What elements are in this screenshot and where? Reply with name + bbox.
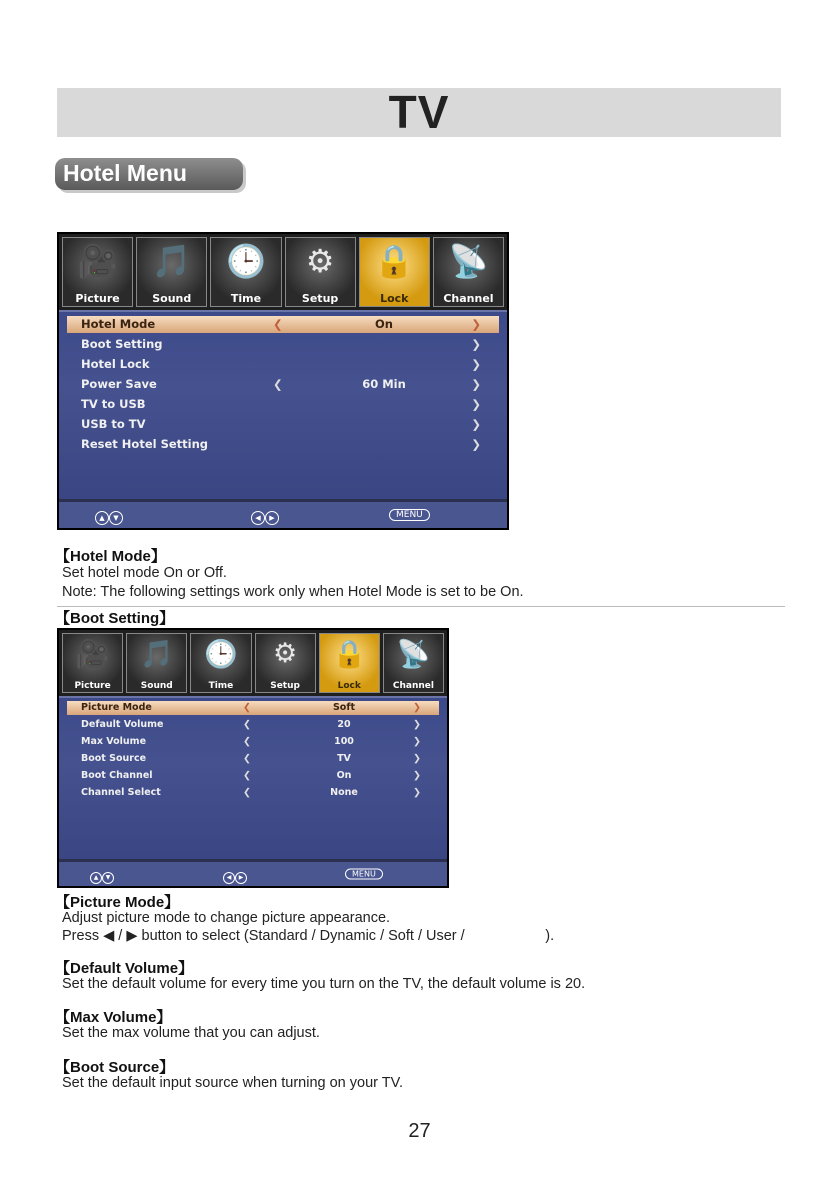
tab-label: Channel [392,681,434,691]
satellite-dish-icon: 📡 [448,243,489,279]
menu-row-label: Picture Mode [81,702,152,713]
left-arrow-icon[interactable]: ❮ [243,702,251,713]
tab-label: Picture [74,681,111,691]
lock-icon: 🔒 [374,243,415,279]
tab-lock[interactable] [319,633,380,693]
menu-row[interactable] [67,701,439,715]
tab-lock[interactable] [359,237,430,307]
up-button-icon: ▲ [90,872,102,884]
section-title: Hotel Menu [63,160,187,186]
tab-label: Sound [152,292,192,305]
menu-row[interactable] [67,416,499,433]
menu-row-label: Power Save [81,377,157,391]
tab-sound[interactable] [126,633,187,693]
tab-label: Sound [140,681,173,691]
tab-picture[interactable] [62,237,133,307]
boot-setting-screen [57,628,449,888]
picture-mode-desc-1: Adjust picture mode to change picture appearance. [62,910,391,926]
menu-panel [59,310,507,502]
right-arrow-icon[interactable]: ❯ [471,417,481,431]
menu-button-label: MENU [389,509,430,521]
nav-hint-bar [59,499,507,528]
hotel-mode-desc-1: Set hotel mode On or Off. [62,565,227,581]
right-button-icon: ▶ [235,872,247,884]
boot-source-heading: 【Boot Source】 [55,1059,175,1076]
right-arrow-icon[interactable]: ❯ [413,702,421,713]
menu-panel [59,696,447,862]
menu-row-label: USB to TV [81,417,146,431]
tab-label: Time [208,681,234,691]
menu-row-value: On [336,770,352,781]
right-arrow-icon[interactable]: ❯ [413,787,421,798]
right-arrow-icon[interactable]: ❯ [413,719,421,730]
right-arrow-icon[interactable]: ❯ [471,377,481,391]
picture-mode-heading: 【Picture Mode】 [55,894,180,911]
menu-row[interactable] [67,786,439,800]
down-button-icon: ▼ [109,511,123,525]
max-volume-heading: 【Max Volume】 [55,1009,172,1026]
menu-row-label: Default Volume [81,719,164,730]
menu-tab-bar [59,234,507,310]
left-arrow-icon[interactable]: ❮ [243,787,251,798]
tab-setup[interactable] [255,633,316,693]
tab-time[interactable] [190,633,251,693]
boot-setting-heading: 【Boot Setting】 [55,610,175,627]
menu-row[interactable] [67,396,499,413]
menu-row[interactable] [67,316,499,333]
menu-row[interactable] [67,752,439,766]
menu-row[interactable] [67,376,499,393]
page-header-banner [57,88,781,137]
left-arrow-icon[interactable]: ❮ [273,317,283,331]
menu-row-value: Soft [332,702,356,713]
menu-row[interactable] [67,735,439,749]
tab-label: Picture [75,292,120,305]
menu-row[interactable] [67,436,499,453]
default-volume-desc: Set the default volume for every time you turn on the TV, the default volume is 20. [62,976,586,992]
music-note-icon: 🎵 [139,639,174,669]
menu-button-label: MENU [345,869,383,880]
left-button-icon: ◀ [223,872,235,884]
left-arrow-icon[interactable]: ❮ [243,770,251,781]
music-note-icon: 🎵 [151,243,192,279]
section-title-pill [55,158,243,190]
tab-sound[interactable] [136,237,207,307]
default-volume-heading: 【Default Volume】 [55,960,194,977]
hotel-menu-screen [57,232,509,530]
menu-row-value: On [375,317,393,331]
tab-channel[interactable] [383,633,444,693]
menu-row-label: Hotel Mode [81,317,156,331]
left-button-icon: ◀ [251,511,265,525]
hotel-mode-note: Note: The following settings work only when Hotel Mode is set to be On. [62,584,524,600]
left-arrow-icon[interactable]: ❮ [243,736,251,747]
tab-label: Lock [337,681,361,691]
menu-row-label: Max Volume [81,736,147,747]
tab-picture[interactable] [62,633,123,693]
tab-channel[interactable] [433,237,504,307]
right-arrow-icon[interactable]: ❯ [413,753,421,764]
tab-label: Setup [301,292,339,305]
menu-row-label: Boot Channel [81,770,153,781]
camera-icon: 🎥 [77,243,118,279]
boot-source-desc: Set the default input source when turning on your TV. [62,1075,403,1091]
menu-row-value: 60 Min [362,377,406,391]
right-arrow-icon[interactable]: ❯ [471,317,481,331]
max-volume-desc: Set the max volume that you can adjust. [62,1025,320,1041]
menu-tab-bar [59,630,447,696]
clock-icon: 🕒 [226,243,266,279]
lock-icon: 🔒 [332,639,367,669]
right-arrow-icon[interactable]: ❯ [471,437,481,451]
camera-icon: 🎥 [75,639,110,669]
tab-label: Time [230,292,262,305]
tab-label: Channel [443,292,494,305]
right-arrow-icon[interactable]: ❯ [413,770,421,781]
satellite-dish-icon: 📡 [396,639,431,669]
gear-icon: ⚙ [305,243,335,279]
menu-row-value: 20 [337,719,351,730]
picture-mode-desc-2: Press ◀ / ▶ button to select (Standard / Dynamic / Soft / User / ). [62,928,555,944]
menu-row[interactable] [67,718,439,732]
clock-icon: 🕒 [204,639,238,669]
menu-row-value: 100 [334,736,354,747]
tab-label: Lock [380,292,409,305]
tab-label: Setup [270,681,300,691]
page-number: 27 [408,1120,431,1142]
page-header-title: TV [388,86,450,138]
up-button-icon: ▲ [95,511,109,525]
right-arrow-icon[interactable]: ❯ [413,736,421,747]
right-button-icon: ▶ [265,511,279,525]
down-button-icon: ▼ [102,872,114,884]
hotel-mode-heading: 【Hotel Mode】 [55,548,166,565]
menu-row-label: Reset Hotel Setting [81,437,209,451]
menu-row[interactable] [67,356,499,373]
tab-time[interactable] [210,237,281,307]
menu-row-label: Channel Select [81,787,161,798]
left-arrow-icon[interactable]: ❮ [243,719,251,730]
menu-row-label: TV to USB [81,397,146,411]
menu-row-label: Boot Source [81,753,147,764]
menu-row-label: Boot Setting [81,337,163,351]
menu-row[interactable] [67,336,499,353]
menu-row-value: TV [337,753,351,764]
right-arrow-icon[interactable]: ❯ [471,357,481,371]
menu-row[interactable] [67,769,439,783]
gear-icon: ⚙ [272,638,298,668]
left-arrow-icon[interactable]: ❮ [273,377,283,391]
tab-setup[interactable] [285,237,356,307]
right-arrow-icon[interactable]: ❯ [471,337,481,351]
left-arrow-icon[interactable]: ❮ [243,753,251,764]
menu-row-value: None [330,787,358,798]
right-arrow-icon[interactable]: ❯ [471,397,481,411]
nav-hint-bar [59,859,447,886]
menu-row-label: Hotel Lock [81,357,150,371]
